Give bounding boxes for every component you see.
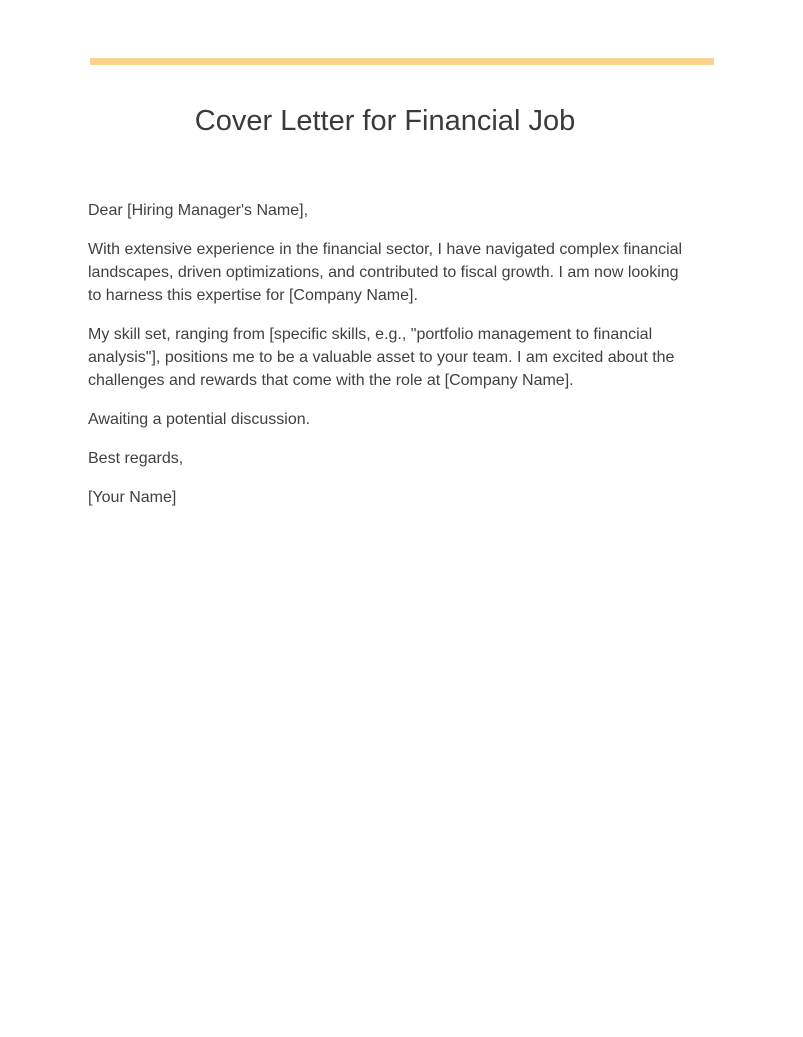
letter-salutation: Dear [Hiring Manager's Name], — [88, 202, 309, 219]
header-accent-bar — [90, 58, 714, 65]
letter-closing-line: Awaiting a potential discussion. — [88, 411, 311, 428]
document-title: Cover Letter for Financial Job — [194, 105, 576, 137]
letter-paragraph-2: My skill set, ranging from [specific skills, e.g., "portfolio management to financial analysis"], positions me to be a valuable asset to your team. I am excited about the challenges and rewards that come with the role at [Company Name]. — [88, 326, 675, 389]
letter-paragraph-1: With extensive experience in the financial sector, I have navigated complex financial landscapes, driven optimizations, and contributed to fiscal growth. I am now looking to harness this expertise for [Company Name]. — [88, 241, 683, 304]
letter-body — [88, 199, 688, 525]
letter-signature: [Your Name] — [88, 489, 177, 506]
letter-sign-off: Best regards, — [88, 450, 184, 467]
